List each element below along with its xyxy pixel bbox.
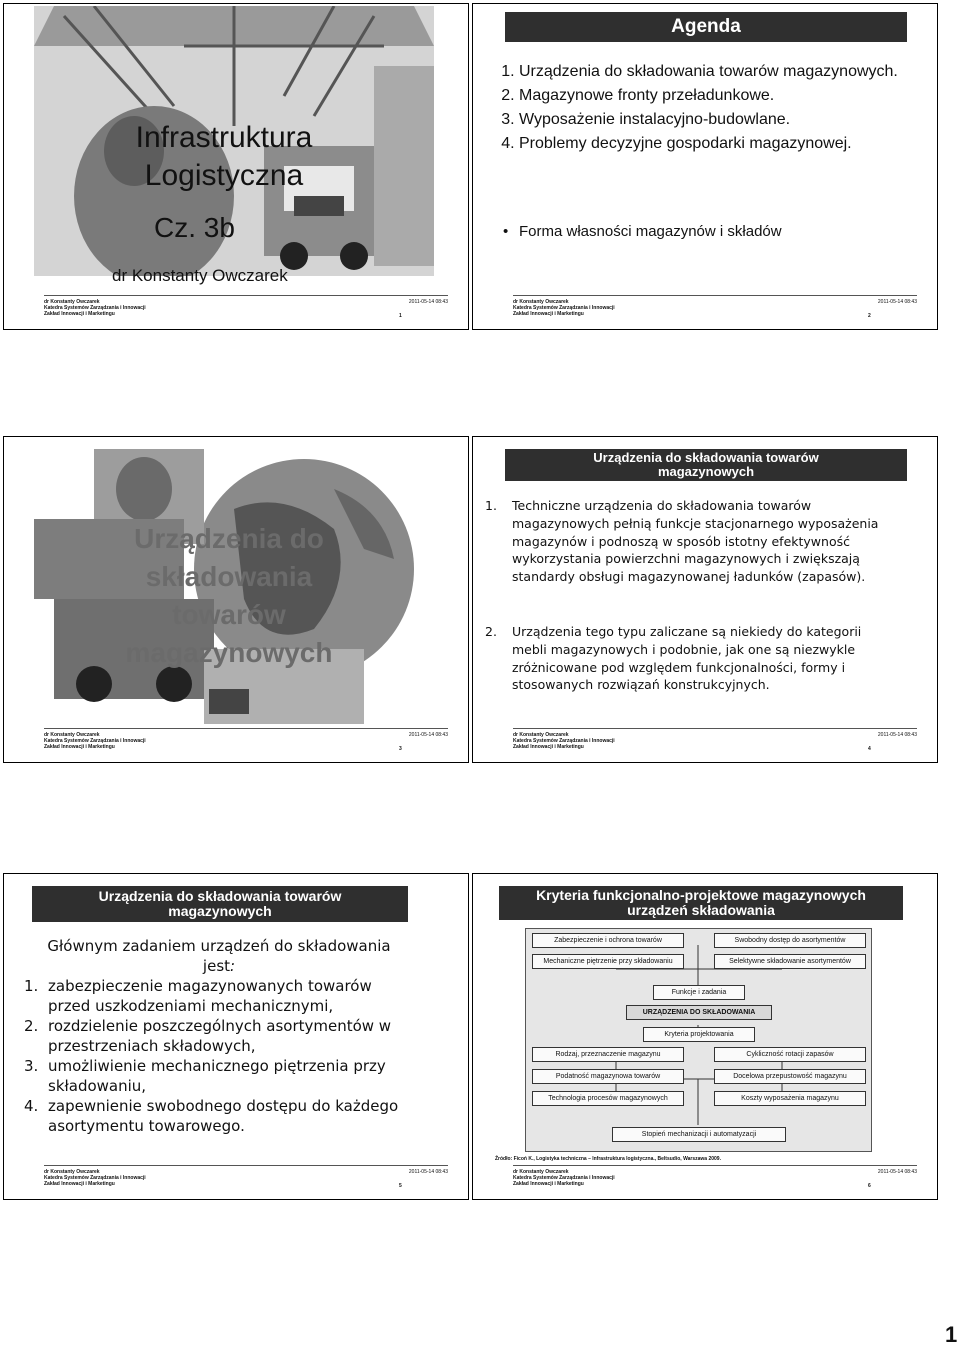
- slide-title-line-2: magazynowych: [168, 903, 272, 919]
- agenda-item: 3. Wyposażenie instalacyjno-budowlane.: [519, 110, 899, 130]
- footer-unit: Zakład Innowacji i Marketingu: [44, 744, 115, 750]
- footer-unit: Zakład Innowacji i Marketingu: [513, 1181, 584, 1187]
- footer-author: dr Konstanty Owczarek: [44, 299, 100, 305]
- section-title-line-2: składowania: [145, 561, 313, 592]
- slide-footer: [44, 299, 448, 323]
- slide-body: [24, 936, 414, 1136]
- slide-number: 2: [868, 313, 871, 319]
- agenda-bullet: • Forma własności magazynów i składów: [519, 223, 782, 240]
- box-warehouse-type: Rodzaj, przeznaczenie magazynu: [532, 1047, 684, 1062]
- agenda-item: 4. Problemy decyzyjne gospodarki magazynowej.: [519, 134, 899, 154]
- presentation-title: [99, 119, 349, 195]
- slide-title-line-1: Urządzenia do składowania towarów: [593, 450, 819, 465]
- slide-2: [472, 3, 938, 330]
- footer-date: 2011-05-14 08:43: [877, 732, 917, 738]
- footer-divider: [513, 728, 917, 729]
- box-throughput: Docelowa przepustowość magazynu: [714, 1069, 866, 1084]
- footer-date: 2011-05-14 08:43: [408, 1169, 448, 1175]
- footer-unit: Zakład Innowacji i Marketingu: [44, 311, 115, 317]
- footer-dept: Katedra Systemów Zarządzania i Innowacji: [513, 1175, 615, 1181]
- footer-divider: [513, 1165, 917, 1166]
- footer-author: dr Konstanty Owczarek: [513, 299, 569, 305]
- footer-author: dr Konstanty Owczarek: [513, 732, 569, 738]
- footer-author: dr Konstanty Owczarek: [513, 1169, 569, 1175]
- box-design-criteria: Kryteria projektowania: [643, 1027, 755, 1042]
- agenda-item: 1. Urządzenia do składowania towarów magazynowych.: [519, 62, 899, 82]
- paragraph-number: 1.: [485, 498, 497, 513]
- box-storage-devices: URZĄDZENIA DO SKŁADOWANIA: [626, 1005, 772, 1020]
- slide-number: 5: [399, 1183, 402, 1189]
- slide-number: 4: [868, 746, 871, 752]
- lead-line-2: jest: [202, 957, 231, 975]
- footer-author-block: [513, 732, 615, 750]
- slide-footer: [513, 1169, 917, 1193]
- source-citation: Źródło: Ficoń K., Logistyka techniczna – Infrastruktura logistyczna., Beltsudio, Warszawa 2009.: [495, 1156, 721, 1162]
- slide-title-line-1: Kryteria funkcjonalno-projektowe magazynowych: [536, 887, 866, 903]
- list-item: [24, 1056, 414, 1096]
- footer-dept: Katedra Systemów Zarządzania i Innowacji: [44, 1175, 146, 1181]
- footer-divider: [513, 295, 917, 296]
- section-title-line-1: Urządzenia do: [134, 523, 324, 554]
- title-line-1: Infrastruktura: [135, 121, 313, 154]
- box-protection: Zabezpieczenie i ochrona towarów: [532, 933, 684, 948]
- box-free-access: Swobodny dostęp do asortymentów: [714, 933, 866, 948]
- box-functions: Funkcje i zadania: [653, 985, 745, 1000]
- box-stacking: Mechaniczne piętrzenie przy składowaniu: [532, 954, 684, 969]
- box-goods-susceptibility: Podatność magazynowa towarów: [532, 1069, 684, 1084]
- paragraph-text: Urządzenia tego typu zaliczane są niekiedy do kategorii mebli magazynowych i podobnie, jak one są niezwykle zróżnicowane pod względem funkcjonalności, formy i stosowanych rozwiązań konstrukcyjnych.: [512, 624, 862, 693]
- footer-date: 2011-05-14 08:43: [408, 732, 448, 738]
- list-number: 2.: [24, 1017, 39, 1035]
- list-number: 4.: [24, 1097, 39, 1115]
- lead-colon: :: [230, 957, 236, 975]
- slide-title: [32, 886, 408, 922]
- slide-number: 6: [868, 1183, 871, 1189]
- slide-5: [3, 873, 469, 1200]
- page-number: 1: [945, 1322, 958, 1347]
- section-title: [94, 520, 364, 672]
- presentation-author: dr Konstanty Owczarek: [112, 266, 288, 285]
- lead-text: [24, 936, 414, 976]
- slide-number: 1: [399, 313, 402, 319]
- list-text: rozdzielenie poszczególnych asortymentów w przestrzeniach składowych,: [48, 1017, 392, 1055]
- list-item: [24, 1096, 414, 1136]
- list-text: zabezpieczenie magazynowanych towarów przed uszkodzeniami mechanicznymi,: [48, 977, 372, 1015]
- footer-date: 2011-05-14 08:43: [877, 299, 917, 305]
- slide-1: [3, 3, 469, 330]
- agenda-item: 2. Magazynowe fronty przeładunkowe.: [519, 86, 899, 106]
- list-number: 1.: [24, 977, 39, 995]
- slide-title: Agenda: [505, 12, 907, 42]
- footer-dept: Katedra Systemów Zarządzania i Innowacji: [44, 738, 146, 744]
- slide-title-line-2: magazynowych: [657, 464, 755, 479]
- footer-dept: Katedra Systemów Zarządzania i Innowacji: [513, 305, 615, 311]
- footer-divider: [44, 295, 448, 296]
- box-selective-storage: Selektywne składowanie asortymentów: [714, 954, 866, 969]
- slide-title-line-1: Urządzenia do składowania towarów: [98, 888, 342, 904]
- footer-dept: Katedra Systemów Zarządzania i Innowacji: [44, 305, 146, 311]
- slide-3: [3, 436, 469, 763]
- footer-author-block: [513, 299, 615, 317]
- criteria-diagram: [525, 928, 872, 1152]
- list-text: zapewnienie swobodnego dostępu do każdego asortymentu towarowego.: [48, 1097, 399, 1135]
- footer-date: 2011-05-14 08:43: [877, 1169, 917, 1175]
- paragraph-text: Techniczne urządzenia do składowania towarów magazynowych pełnią funkcje stacjonarnego wyposażenia magazynów i podnoszą w sposób istotny efektywność wykorzystania powierzchni magazynowych i zwiększają standardy obsługi magazynowanej ładunków (zapasów).: [512, 498, 879, 585]
- slide-footer: [44, 1169, 448, 1193]
- footer-date: 2011-05-14 08:43: [408, 299, 448, 305]
- slide-footer: [513, 732, 917, 756]
- footer-author-block: [44, 299, 146, 317]
- box-process-technology: Technologia procesów magazynowych: [532, 1091, 684, 1106]
- slide-title-line-2: urządzeń składowania: [627, 902, 775, 918]
- paragraph-2: [485, 623, 885, 694]
- slide-title: [499, 886, 903, 920]
- slide-number: 3: [399, 746, 402, 752]
- box-rotation-cycle: Cykliczność rotacji zapasów: [714, 1047, 866, 1062]
- slide-footer: [44, 732, 448, 756]
- paragraph-number: 2.: [485, 624, 497, 639]
- section-title-line-4: magazynowych: [125, 637, 333, 668]
- footer-author-block: [44, 1169, 146, 1187]
- list-number: 3.: [24, 1057, 39, 1075]
- footer-author-block: [44, 732, 146, 750]
- paragraph-1: [485, 497, 885, 586]
- slide-footer: [513, 299, 917, 323]
- list-item: [24, 1016, 414, 1056]
- footer-author-block: [513, 1169, 615, 1187]
- lead-line-1: Głównym zadaniem urządzeń do składowania: [47, 937, 391, 955]
- box-equipment-costs: Koszty wyposażenia magazynu: [714, 1091, 866, 1106]
- slide-6: [472, 873, 938, 1200]
- footer-dept: Katedra Systemów Zarządzania i Innowacji: [513, 738, 615, 744]
- footer-author: dr Konstanty Owczarek: [44, 1169, 100, 1175]
- footer-unit: Zakład Innowacji i Marketingu: [513, 311, 584, 317]
- agenda-list: [501, 62, 899, 158]
- list-text: umożliwienie mechanicznego piętrzenia przy składowaniu,: [48, 1057, 386, 1095]
- slide-title: [505, 449, 907, 481]
- footer-unit: Zakład Innowacji i Marketingu: [44, 1181, 115, 1187]
- section-title-line-3: towarów: [172, 599, 286, 630]
- footer-unit: Zakład Innowacji i Marketingu: [513, 744, 584, 750]
- footer-divider: [44, 728, 448, 729]
- presentation-subtitle: Cz. 3b: [154, 212, 235, 243]
- list-item: [24, 976, 414, 1016]
- footer-author: dr Konstanty Owczarek: [44, 732, 100, 738]
- slide-4: [472, 436, 938, 763]
- footer-divider: [44, 1165, 448, 1166]
- box-automation-level: Stopień mechanizacji i automatyzacji: [612, 1127, 786, 1142]
- title-line-2: Logistyczna: [144, 159, 304, 192]
